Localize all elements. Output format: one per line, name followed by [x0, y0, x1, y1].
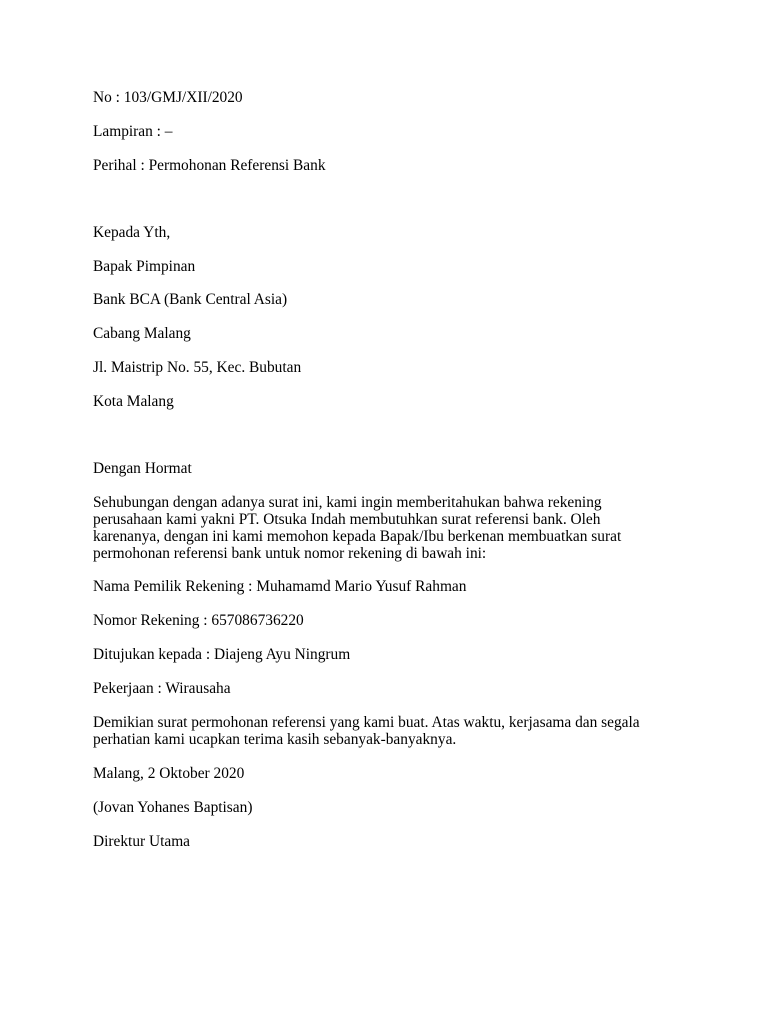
letter-attachment: Lampiran : – [93, 123, 173, 140]
closing-line: perhatian kami ucapkan terima kasih sebanyak-banyaknya. [93, 731, 457, 748]
closing-line: Demikian surat permohonan referensi yang kami buat. Atas waktu, kerjasama dan segala [93, 714, 640, 731]
signatory-title: Direktur Utama [93, 833, 191, 850]
opening-line: Sehubungan dengan adanya surat ini, kami ingin memberitahukan bahwa rekening [93, 494, 602, 511]
letter-subject: Perihal : Permohonan Referensi Bank [93, 157, 326, 174]
recipient-title: Bapak Pimpinan [93, 258, 196, 275]
greeting: Dengan Hormat [93, 460, 192, 477]
signatory-name: (Jovan Yohanes Baptisan) [93, 799, 253, 816]
place-date: Malang, 2 Oktober 2020 [93, 765, 245, 782]
addressed-to: Ditujukan kepada : Diajeng Ayu Ningrum [93, 646, 351, 663]
account-holder: Nama Pemilik Rekening : Muhamamd Mario Yusuf Rahman [93, 578, 467, 595]
opening-line: perusahaan kami yakni PT. Otsuka Indah membutuhkan surat referensi bank. Oleh [93, 511, 601, 528]
recipient-salutation: Kepada Yth, [93, 224, 171, 241]
recipient-city: Kota Malang [93, 393, 174, 410]
account-number: Nomor Rekening : 657086736220 [93, 612, 304, 629]
recipient-bank: Bank BCA (Bank Central Asia) [93, 291, 288, 308]
recipient-street: Jl. Maistrip No. 55, Kec. Bubutan [93, 359, 302, 376]
opening-line: karenanya, dengan ini kami memohon kepada Bapak/Ibu berkenan membuatkan surat [93, 528, 622, 545]
opening-line: permohonan referensi bank untuk nomor rekening di bawah ini: [93, 545, 487, 562]
occupation: Pekerjaan : Wirausaha [93, 680, 231, 697]
letter-number: No : 103/GMJ/XII/2020 [93, 89, 243, 106]
recipient-branch: Cabang Malang [93, 325, 191, 342]
